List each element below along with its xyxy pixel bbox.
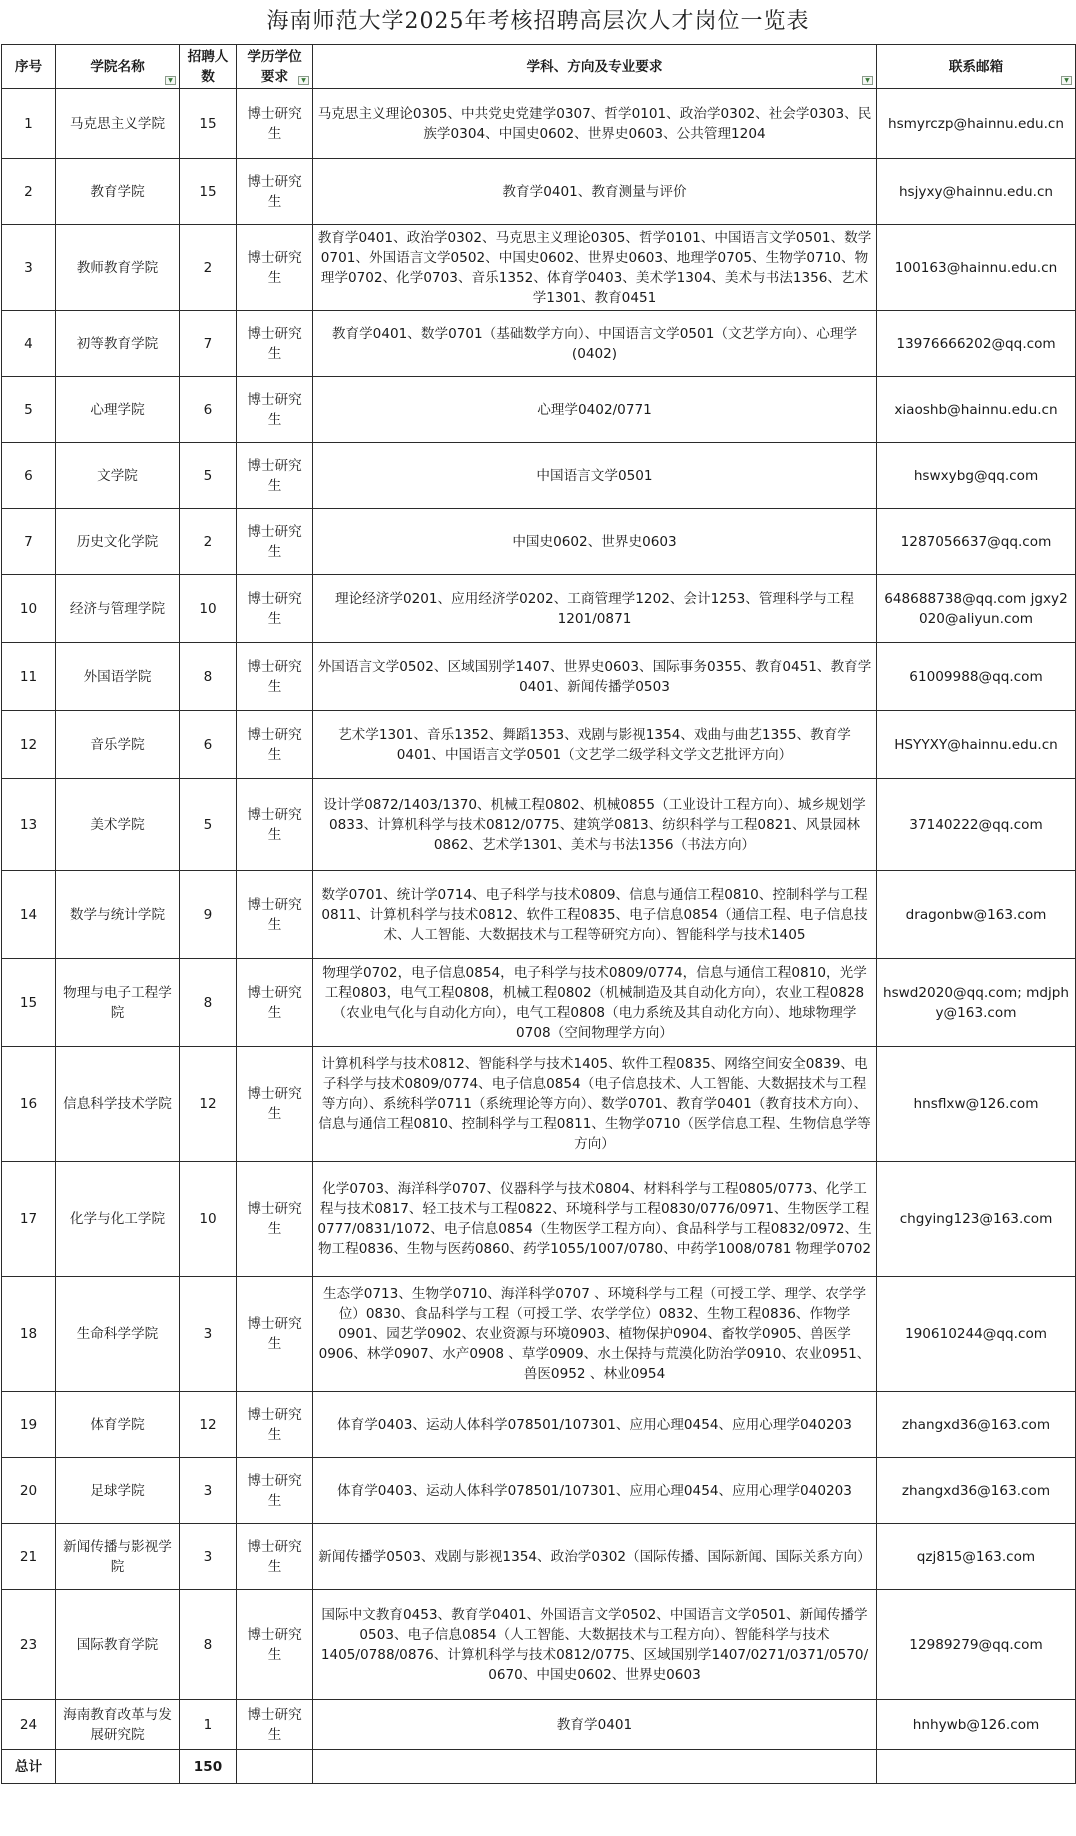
row-requirements: 心理学0402/0771 xyxy=(313,377,877,443)
row-email: hswd2020@qq.com; mdjphy@163.com xyxy=(877,959,1076,1047)
row-college: 生命科学学院 xyxy=(56,1277,180,1392)
row-degree: 博士研究生 xyxy=(237,311,313,377)
row-no: 20 xyxy=(2,1458,56,1524)
row-count: 3 xyxy=(180,1524,237,1590)
row-requirements: 马克思主义理论0305、中共党史党建学0307、哲学0101、政治学0302、社会学0303、民族学0304、中国史0602、世界史0603、公共管理1204 xyxy=(313,89,877,159)
row-degree: 博士研究生 xyxy=(237,1700,313,1750)
row-requirements: 设计学0872/1403/1370、机械工程0802、机械0855（工业设计工程方向）、城乡规划学0833、计算机科学与技术0812/0775、建筑学0813、纺织科学与工程0821、风景园林0862、艺术学1301、美术与书法1356（书法方向） xyxy=(313,779,877,871)
row-requirements: 体育学0403、运动人体科学078501/107301、应用心理0454、应用心理学040203 xyxy=(313,1458,877,1524)
row-college: 马克思主义学院 xyxy=(56,89,180,159)
row-college: 教师教育学院 xyxy=(56,225,180,311)
row-email: chgying123@163.com xyxy=(877,1162,1076,1277)
row-college: 教育学院 xyxy=(56,159,180,225)
header-requirements: 学科、方向及专业要求 ▼ xyxy=(313,45,877,89)
row-requirements: 中国语言文学0501 xyxy=(313,443,877,509)
row-requirements: 生态学0713、生物学0710、海洋科学0707 、环境科学与工程（可授工学、理学、农学学位）0830、食品科学与工程（可授工学、农学学位）0832、生物工程0836、作物学0901、园艺学0902、农业资源与环境0903、植物保护0904、畜牧学0905、兽医学0906、林学0907、水产0908 、草学0909、水土保持与荒漠化防治学0910、农业0951、兽医0952 、林业0954 xyxy=(313,1277,877,1392)
row-no: 12 xyxy=(2,711,56,779)
table-row xyxy=(2,1277,1076,1392)
row-no: 15 xyxy=(2,959,56,1047)
row-count: 10 xyxy=(180,575,237,643)
row-no: 11 xyxy=(2,643,56,711)
row-college: 足球学院 xyxy=(56,1458,180,1524)
row-no: 14 xyxy=(2,871,56,959)
row-count: 3 xyxy=(180,1458,237,1524)
row-requirements: 中国史0602、世界史0603 xyxy=(313,509,877,575)
header-count: 招聘人数 xyxy=(180,45,237,89)
row-degree: 博士研究生 xyxy=(237,1162,313,1277)
row-no: 23 xyxy=(2,1590,56,1700)
total-count: 150 xyxy=(180,1750,237,1784)
total-label: 总计 xyxy=(2,1750,56,1784)
row-email: xiaoshb@hainnu.edu.cn xyxy=(877,377,1076,443)
table-row xyxy=(2,711,1076,779)
row-college: 物理与电子工程学院 xyxy=(56,959,180,1047)
row-no: 3 xyxy=(2,225,56,311)
row-no: 24 xyxy=(2,1700,56,1750)
filter-dropdown-icon[interactable]: ▼ xyxy=(165,76,176,85)
table-total-row xyxy=(2,1750,1076,1784)
table-row xyxy=(2,1590,1076,1700)
row-college: 外国语学院 xyxy=(56,643,180,711)
row-email: hsjyxy@hainnu.edu.cn xyxy=(877,159,1076,225)
row-email: 61009988@qq.com xyxy=(877,643,1076,711)
row-requirements: 化学0703、海洋科学0707、仪器科学与技术0804、材料科学与工程0805/0773、化学工程与技术0817、轻工技术与工程0822、环境科学与工程0830/0776/0971、生物医学工程0777/0831/1072、电子信息0854（生物医学工程方向）、食品科学与工程0832/0972、生物工程0836、生物与医药0860、药学1055/1007/0780、中药学1008/0781 物理学0702 xyxy=(313,1162,877,1277)
row-degree: 博士研究生 xyxy=(237,89,313,159)
row-email: 648688738@qq.com jgxy2020@aliyun.com xyxy=(877,575,1076,643)
table-row xyxy=(2,311,1076,377)
row-requirements: 教育学0401、教育测量与评价 xyxy=(313,159,877,225)
row-count: 1 xyxy=(180,1700,237,1750)
row-college: 心理学院 xyxy=(56,377,180,443)
row-no: 4 xyxy=(2,311,56,377)
row-count: 12 xyxy=(180,1392,237,1458)
row-requirements: 艺术学1301、音乐1352、舞蹈1353、戏剧与影视1354、戏曲与曲艺1355、教育学0401、中国语言文学0501（文艺学二级学科文学文艺批评方向） xyxy=(313,711,877,779)
header-no: 序号 xyxy=(2,45,56,89)
table-row xyxy=(2,225,1076,311)
row-count: 6 xyxy=(180,711,237,779)
row-college: 体育学院 xyxy=(56,1392,180,1458)
row-requirements: 体育学0403、运动人体科学078501/107301、应用心理0454、应用心理学040203 xyxy=(313,1392,877,1458)
row-degree: 博士研究生 xyxy=(237,575,313,643)
row-requirements: 数学0701、统计学0714、电子科学与技术0809、信息与通信工程0810、控制科学与工程0811、计算机科学与技术0812、软件工程0835、电子信息0854（通信工程、电子信息技术、人工智能、大数据技术与工程等研究方向）、智能科学与技术1405 xyxy=(313,871,877,959)
row-no: 7 xyxy=(2,509,56,575)
row-email: 12989279@qq.com xyxy=(877,1590,1076,1700)
table-row xyxy=(2,159,1076,225)
row-college: 美术学院 xyxy=(56,779,180,871)
row-email: 13976666202@qq.com xyxy=(877,311,1076,377)
table-header-row xyxy=(2,45,1076,89)
row-email: HSYYXY@hainnu.edu.cn xyxy=(877,711,1076,779)
row-no: 6 xyxy=(2,443,56,509)
filter-dropdown-icon[interactable]: ▼ xyxy=(862,76,873,85)
row-requirements: 教育学0401 xyxy=(313,1700,877,1750)
row-requirements: 外国语言文学0502、区域国别学1407、世界史0603、国际事务0355、教育0451、教育学0401、新闻传播学0503 xyxy=(313,643,877,711)
row-count: 8 xyxy=(180,643,237,711)
row-count: 5 xyxy=(180,443,237,509)
row-email: zhangxd36@163.com xyxy=(877,1458,1076,1524)
filter-dropdown-icon[interactable]: ▼ xyxy=(298,76,309,85)
row-college: 历史文化学院 xyxy=(56,509,180,575)
row-college: 国际教育学院 xyxy=(56,1590,180,1700)
table-row xyxy=(2,377,1076,443)
row-count: 2 xyxy=(180,509,237,575)
row-requirements: 教育学0401、政治学0302、马克思主义理论0305、哲学0101、中国语言文学0501、数学0701、外国语言文学0502、中国史0602、世界史0603、地理学0705、生物学0710、物理学0702、化学0703、音乐1352、体育学0403、美术学1304、美术与书法1356、艺术学1301、教育0451 xyxy=(313,225,877,311)
row-email: hswxybg@qq.com xyxy=(877,443,1076,509)
row-count: 15 xyxy=(180,89,237,159)
row-requirements: 物理学0702，电子信息0854，电子科学与技术0809/0774，信息与通信工程0810，光学工程0803，电气工程0808，机械工程0802（机械制造及其自动化方向），农业工程0828（农业电气化与自动化方向），电气工程0808（电力系统及其自动化方向）、地球物理学0708（空间物理学方向） xyxy=(313,959,877,1047)
table-row xyxy=(2,1700,1076,1750)
row-degree: 博士研究生 xyxy=(237,1277,313,1392)
row-college: 海南教育改革与发展研究院 xyxy=(56,1700,180,1750)
row-count: 7 xyxy=(180,311,237,377)
header-college: 学院名称 ▼ xyxy=(56,45,180,89)
row-email: 37140222@qq.com xyxy=(877,779,1076,871)
row-college: 经济与管理学院 xyxy=(56,575,180,643)
row-degree: 博士研究生 xyxy=(237,1392,313,1458)
row-no: 16 xyxy=(2,1047,56,1162)
row-email: 1287056637@qq.com xyxy=(877,509,1076,575)
row-degree: 博士研究生 xyxy=(237,711,313,779)
row-count: 8 xyxy=(180,1590,237,1700)
table-row xyxy=(2,1458,1076,1524)
row-no: 5 xyxy=(2,377,56,443)
row-requirements: 教育学0401、数学0701（基础数学方向）、中国语言文学0501（文艺学方向）、心理学(0402) xyxy=(313,311,877,377)
table-row xyxy=(2,89,1076,159)
row-degree: 博士研究生 xyxy=(237,871,313,959)
table-row xyxy=(2,643,1076,711)
row-college: 数学与统计学院 xyxy=(56,871,180,959)
row-no: 2 xyxy=(2,159,56,225)
row-email: qzj815@163.com xyxy=(877,1524,1076,1590)
row-email: hnhywb@126.com xyxy=(877,1700,1076,1750)
row-degree: 博士研究生 xyxy=(237,159,313,225)
row-no: 10 xyxy=(2,575,56,643)
row-degree: 博士研究生 xyxy=(237,959,313,1047)
positions-table xyxy=(1,44,1076,1784)
total-empty xyxy=(313,1750,877,1784)
row-college: 化学与化工学院 xyxy=(56,1162,180,1277)
row-count: 5 xyxy=(180,779,237,871)
row-college: 音乐学院 xyxy=(56,711,180,779)
row-count: 15 xyxy=(180,159,237,225)
header-degree: 学历学位要求 ▼ xyxy=(237,45,313,89)
row-requirements: 新闻传播学0503、戏剧与影视1354、政治学0302（国际传播、国际新闻、国际关系方向） xyxy=(313,1524,877,1590)
row-requirements: 理论经济学0201、应用经济学0202、工商管理学1202、会计1253、管理科学与工程1201/0871 xyxy=(313,575,877,643)
row-degree: 博士研究生 xyxy=(237,1524,313,1590)
filter-dropdown-icon[interactable]: ▼ xyxy=(1061,76,1072,85)
row-count: 9 xyxy=(180,871,237,959)
row-degree: 博士研究生 xyxy=(237,1047,313,1162)
row-email: hsmyrczp@hainnu.edu.cn xyxy=(877,89,1076,159)
row-college: 文学院 xyxy=(56,443,180,509)
row-degree: 博士研究生 xyxy=(237,1458,313,1524)
table-row xyxy=(2,509,1076,575)
row-college: 初等教育学院 xyxy=(56,311,180,377)
row-no: 1 xyxy=(2,89,56,159)
table-row xyxy=(2,1524,1076,1590)
table-row xyxy=(2,1162,1076,1277)
table-row xyxy=(2,1047,1076,1162)
row-no: 21 xyxy=(2,1524,56,1590)
row-degree: 博士研究生 xyxy=(237,225,313,311)
row-degree: 博士研究生 xyxy=(237,443,313,509)
row-count: 2 xyxy=(180,225,237,311)
row-email: hnsflxw@126.com xyxy=(877,1047,1076,1162)
table-row xyxy=(2,443,1076,509)
row-college: 新闻传播与影视学院 xyxy=(56,1524,180,1590)
page-title: 海南师范大学2025年考核招聘高层次人才岗位一览表 xyxy=(266,9,810,34)
row-degree: 博士研究生 xyxy=(237,509,313,575)
row-no: 13 xyxy=(2,779,56,871)
row-no: 19 xyxy=(2,1392,56,1458)
row-email: 100163@hainnu.edu.cn xyxy=(877,225,1076,311)
row-degree: 博士研究生 xyxy=(237,1590,313,1700)
row-email: 190610244@qq.com xyxy=(877,1277,1076,1392)
total-empty xyxy=(56,1750,180,1784)
row-count: 8 xyxy=(180,959,237,1047)
row-count: 3 xyxy=(180,1277,237,1392)
header-email: 联系邮箱 ▼ xyxy=(877,45,1076,89)
total-empty xyxy=(237,1750,313,1784)
row-count: 6 xyxy=(180,377,237,443)
table-row xyxy=(2,1392,1076,1458)
table-row xyxy=(2,779,1076,871)
row-count: 10 xyxy=(180,1162,237,1277)
table-row xyxy=(2,871,1076,959)
table-row xyxy=(2,959,1076,1047)
row-degree: 博士研究生 xyxy=(237,643,313,711)
row-requirements: 国际中文教育0453、教育学0401、外国语言文学0502、中国语言文学0501、新闻传播学0503、电子信息0854（人工智能、大数据技术与工程方向）、智能科学与技术1405/0788/0876、计算机科学与技术0812/0775、区域国别学1407/0271/0371/0570/ 0670、中国史0602、世界史0603 xyxy=(313,1590,877,1700)
row-email: dragonbw@163.com xyxy=(877,871,1076,959)
table-row xyxy=(2,575,1076,643)
row-requirements: 计算机科学与技术0812、智能科学与技术1405、软件工程0835、网络空间安全0839、电子科学与技术0809/0774、电子信息0854（电子信息技术、人工智能、大数据技术与工程等方向）、系统科学0711（系统理论等方向）、数学0701、教育学0401（教育技术方向）、信息与通信工程0810、控制科学与工程0811、生物学0710（医学信息工程、生物信息学等方向） xyxy=(313,1047,877,1162)
row-degree: 博士研究生 xyxy=(237,377,313,443)
row-degree: 博士研究生 xyxy=(237,779,313,871)
total-empty xyxy=(877,1750,1076,1784)
row-no: 17 xyxy=(2,1162,56,1277)
row-college: 信息科学技术学院 xyxy=(56,1047,180,1162)
row-email: zhangxd36@163.com xyxy=(877,1392,1076,1458)
row-count: 12 xyxy=(180,1047,237,1162)
row-no: 18 xyxy=(2,1277,56,1392)
